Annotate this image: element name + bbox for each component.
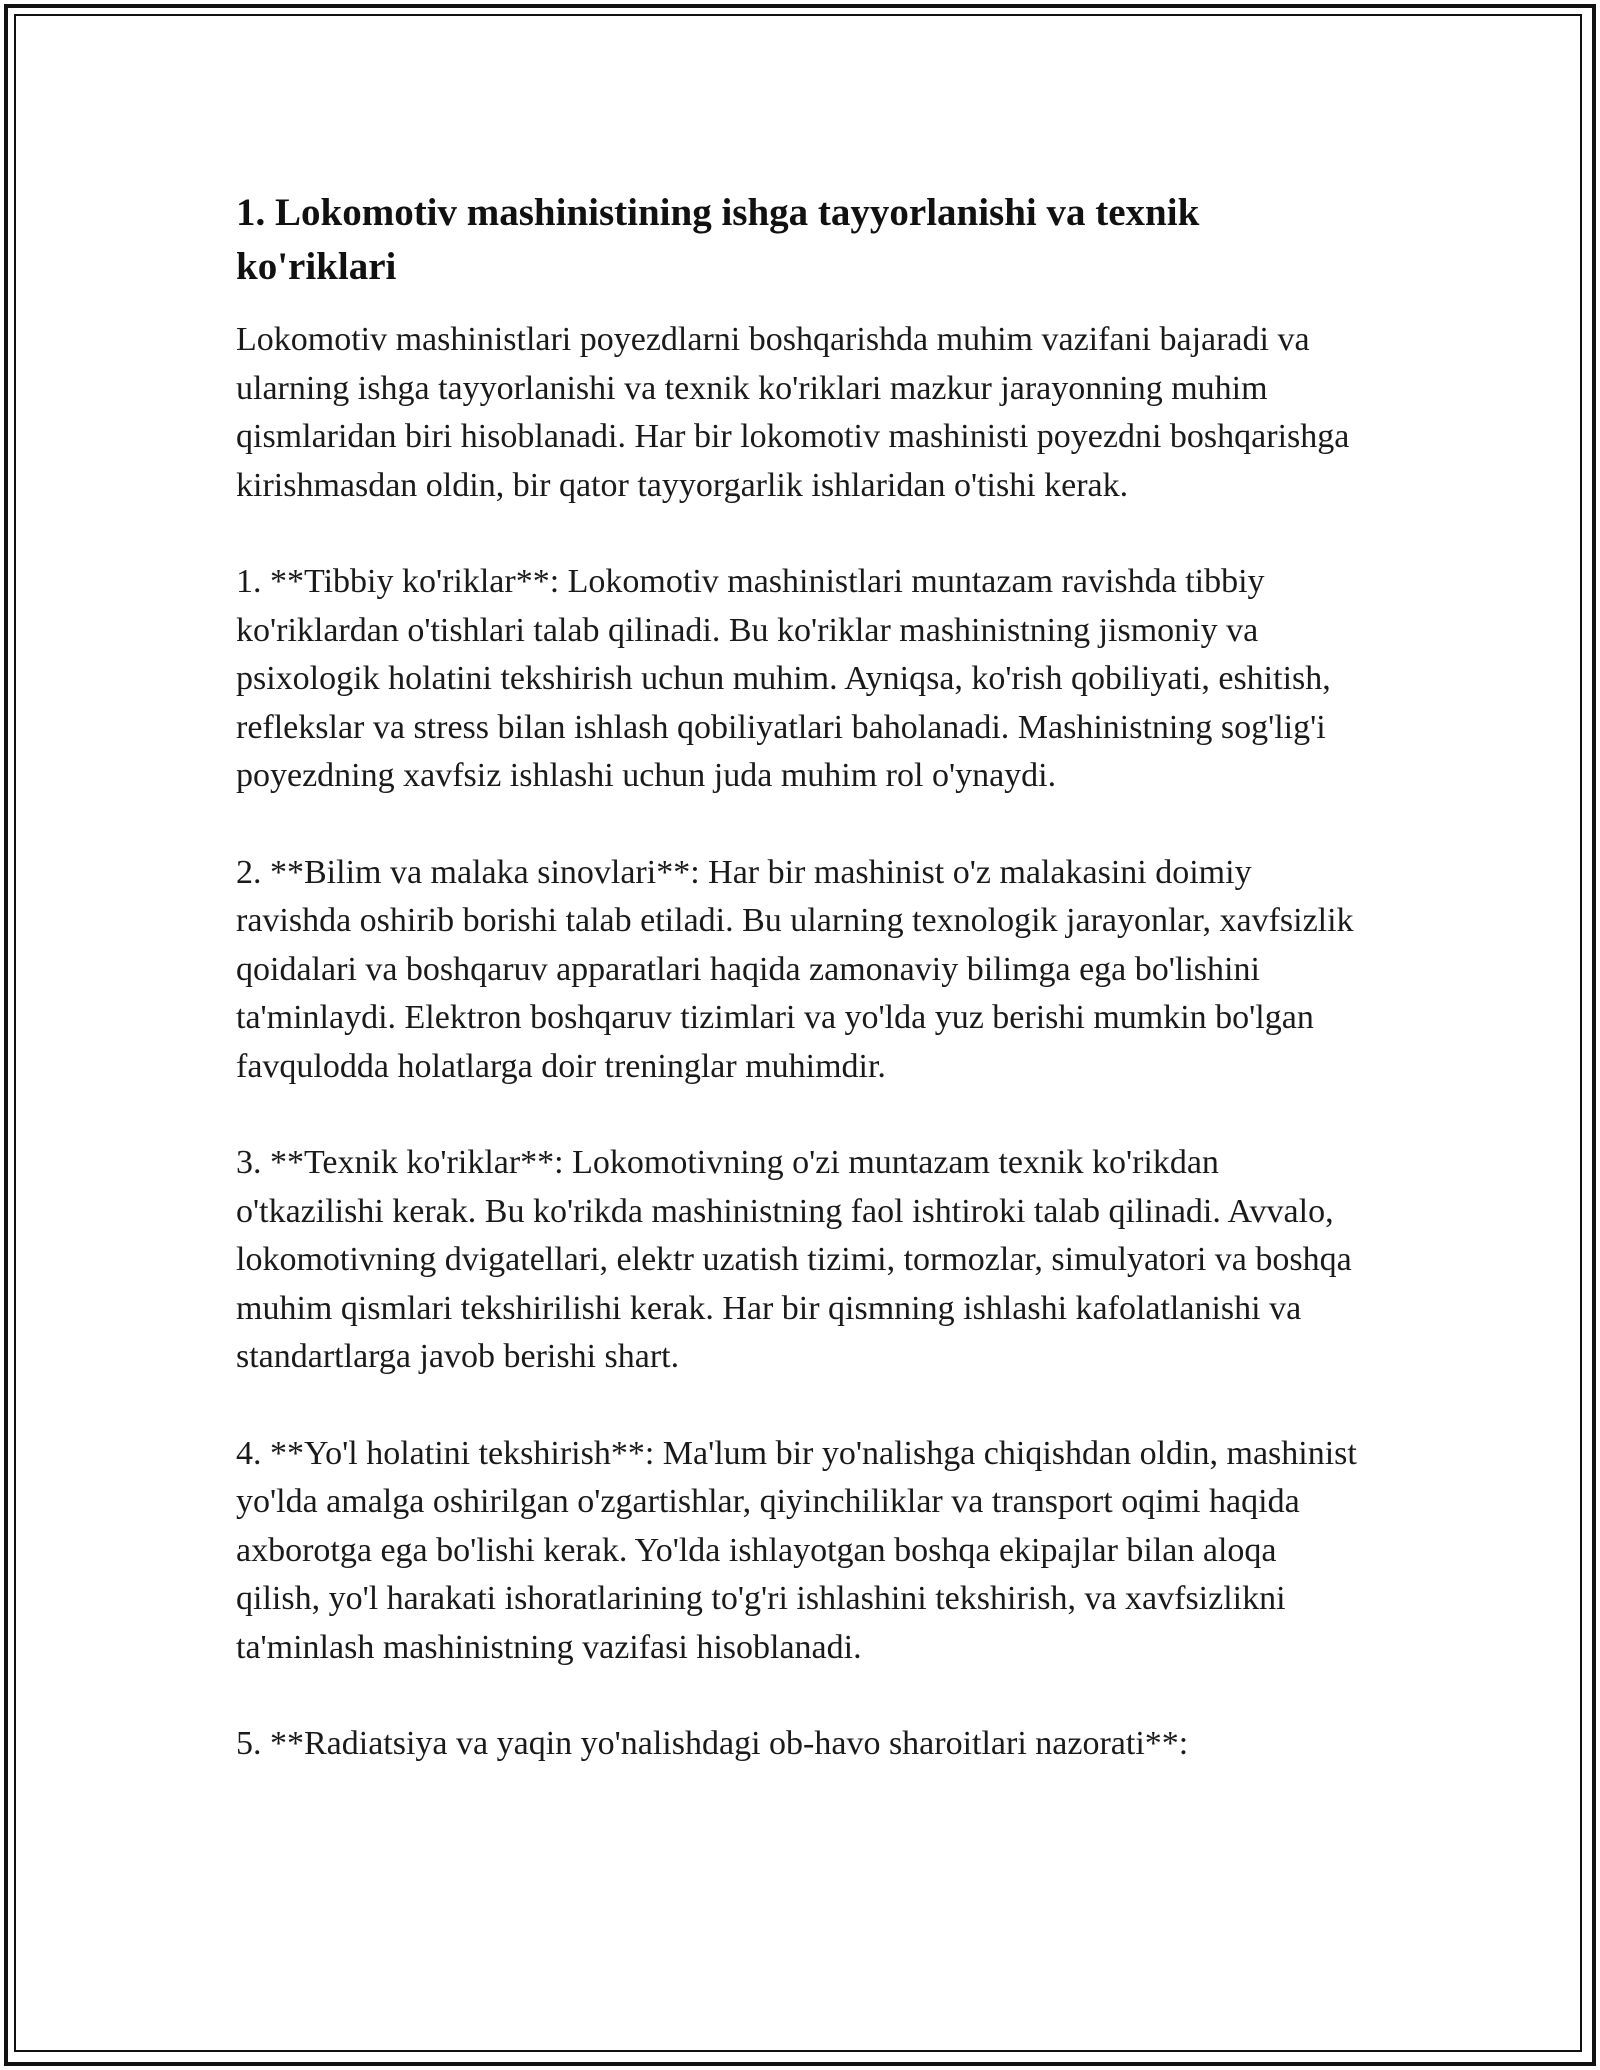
- intro-paragraph: Lokomotiv mashinistlari poyezdlarni boshqarishda muhim vazifani bajaradi va ularning ishga tayyorlanishi va texnik ko'riklari mazkur jarayonning muhim qismlaridan biri hisoblanadi. Har bir lokomotiv mashinisti poyezdni boshqarishga kirishmasdan oldin, bir qator tayyorgarlik ishlaridan o'tishi kerak.: [236, 321, 1350, 504]
- list-item-medical-checks: 1. **Tibbiy ko'riklar**: Lokomotiv mashinistlari muntazam ravishda tibbiy ko'riklardan o'tishlari talab qilinadi. Bu ko'riklar mashinistning jismoniy va psixologik holatini tekshirish uchun muhim. Ayniqsa, ko'rish qobiliyati, eshitish, reflekslar va stress bilan ishlash qobiliyatlari baholanadi. Mashinistning sog'lig'i poyezdning xavfsiz ishlashi uchun juda muhim rol o'ynaydi.: [236, 563, 1331, 794]
- section-heading: 1. Lokomotiv mashinistining ishga tayyorlanishi va texnik ko'riklari: [236, 191, 1200, 288]
- list-item-knowledge-tests: 2. **Bilim va malaka sinovlari**: Har bir mashinist o'z malakasini doimiy ravishda oshirib borishi talab etiladi. Bu ularning texnologik jarayonlar, xavfsizlik qoidalari va boshqaruv apparatlari haqida zamonaviy bilimga ega bo'lishini ta'minlaydi. Elektron boshqaruv tizimlari va yo'lda yuz berishi mumkin bo'lgan favqulodda holatlarga doir treninglar muhimdir.: [236, 853, 1354, 1085]
- document-body: [236, 186, 1366, 1817]
- list-item-track-inspection: 4. **Yo'l holatini tekshirish**: Ma'lum bir yo'nalishga chiqishdan oldin, mashinist yo'lda amalga oshirilgan o'zgartishlar, qiyinchiliklar va transport oqimi haqida axborotga ega bo'lishi kerak. Yo'lda ishlayotgan boshqa ekipajlar bilan aloqa qilish, yo'l harakati ishoratlarining to'g'ri ishlashini tekshirish, va xavfsizlikni ta'minlash mashinistning vazifasi hisoblanadi.: [236, 1434, 1357, 1666]
- list-item-technical-checks: 3. **Texnik ko'riklar**: Lokomotivning o'zi muntazam texnik ko'rikdan o'tkazilishi kerak. Bu ko'rikda mashinistning faol ishtiroki talab qilinadi. Avvalo, lokomotivning dvigatellari, elektr uzatish tizimi, tormozlar, simulyatori va boshqa muhim qismlari tekshirilishi kerak. Har bir qismning ishlashi kafolatlanishi va standartlarga javob berishi shart.: [236, 1144, 1352, 1375]
- list-item-radiation-weather: 5. **Radiatsiya va yaqin yo'nalishdagi ob-havo sharoitlari nazorati**:: [236, 1725, 1189, 1762]
